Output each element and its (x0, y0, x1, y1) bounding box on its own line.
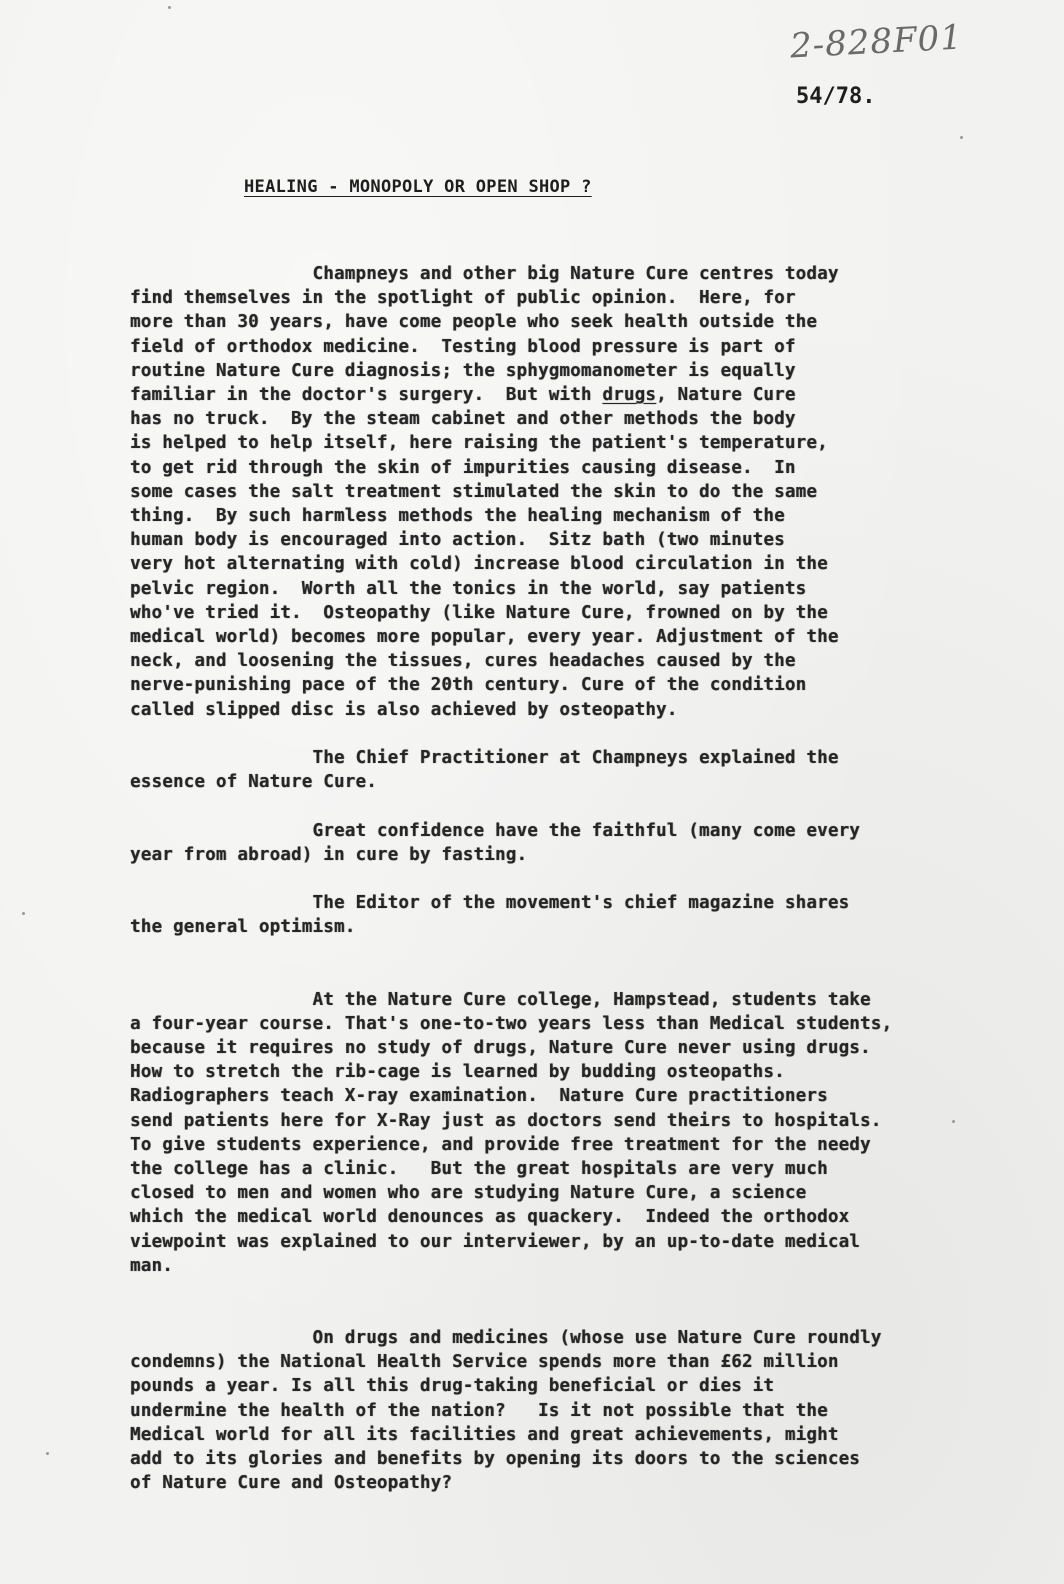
text-line: viewpoint was explained to our interviewer, by an up-to-date medical (130, 1231, 861, 1252)
text-line: field of orthodox medicine. Testing blood pressure is part of (130, 336, 796, 357)
text-line: is helped to help itself, here raising the patient's temperature, (130, 433, 828, 454)
text-line: The Editor of the movement's chief magazine shares (130, 893, 850, 914)
text-line: human body is encouraged into action. Sitz bath (two minutes (130, 530, 785, 551)
text-line: pelvic region. Worth all the tonics in the world, say patients (130, 578, 807, 599)
text-line: medical world) becomes more popular, every year. Adjustment of the (130, 627, 839, 648)
text-line: At the Nature Cure college, Hampstead, students take (130, 989, 871, 1010)
text-line: familiar in the doctor's surgery. But with drugs, Nature Cure (130, 385, 796, 406)
text-line: On drugs and medicines (whose use Nature Cure roundly (130, 1328, 882, 1349)
text-line: to get rid through the skin of impurities causing disease. In (130, 457, 796, 478)
text-line: routine Nature Cure diagnosis; the sphygmomanometer is equally (130, 360, 796, 381)
text-line: send patients here for X-Ray just as doctors send theirs to hospitals. (130, 1110, 882, 1131)
body-paragraph (130, 988, 1010, 1278)
body-paragraph (130, 1326, 1010, 1495)
text-line: because it requires no study of drugs, Nature Cure never using drugs. (130, 1038, 871, 1059)
underlined-word: drugs (602, 385, 657, 406)
text-line: called slipped disc is also achieved by osteopathy. (130, 699, 678, 720)
text-line: add to its glories and benefits by opening its doors to the sciences (130, 1449, 861, 1470)
text-line: Medical world for all its facilities and great achievements, might (130, 1424, 839, 1445)
text-line: essence of Nature Cure. (130, 772, 377, 793)
handwritten-reference: 2-828F01 (789, 17, 964, 67)
text-line: neck, and loosening the tissues, cures headaches caused by the (130, 651, 796, 672)
text-line: nerve-punishing pace of the 20th century. Cure of the condition (130, 675, 807, 696)
text-line: of Nature Cure and Osteopathy? (130, 1473, 453, 1494)
document-body (130, 262, 1010, 1496)
paper-speck (960, 136, 963, 139)
text-line: very hot alternating with cold) increase blood circulation in the (130, 554, 828, 575)
body-paragraph (130, 819, 1010, 867)
text-line: year from abroad) in cure by fasting. (130, 844, 528, 865)
paper-speck (22, 912, 25, 915)
body-paragraph (130, 746, 1010, 794)
text-line: To give students experience, and provide free treatment for the needy (130, 1134, 871, 1155)
text-line: some cases the salt treatment stimulated the skin to do the same (130, 481, 818, 502)
text-line: pounds a year. Is all this drug-taking beneficial or dies it (130, 1376, 775, 1397)
paper-speck (952, 1120, 955, 1123)
text-line: Champneys and other big Nature Cure centres today (130, 264, 839, 284)
text-line: Radiographers teach X-ray examination. Nature Cure practitioners (130, 1086, 828, 1107)
text-line: The Chief Practitioner at Champneys explained the (130, 748, 839, 769)
text-line: who've tried it. Osteopathy (like Nature Cure, frowned on by the (130, 602, 828, 623)
paper-speck (46, 1452, 49, 1455)
text-line: has no truck. By the steam cabinet and other methods the body (130, 409, 796, 430)
text-line: which the medical world denounces as quackery. Indeed the orthodox (130, 1207, 850, 1228)
text-line: Great confidence have the faithful (many come every (130, 820, 861, 841)
document-number: 54/78. (796, 84, 876, 109)
text-line: the college has a clinic. But the great hospitals are very much (130, 1159, 828, 1180)
text-line: thing. By such harmless methods the healing mechanism of the (130, 506, 785, 527)
text-line: more than 30 years, have come people who seek health outside the (130, 312, 818, 333)
text-line: closed to men and women who are studying Nature Cure, a science (130, 1183, 807, 1204)
text-line: the general optimism. (130, 917, 356, 938)
body-paragraph (130, 891, 1010, 939)
text-line: How to stretch the rib-cage is learned by budding osteopaths. (130, 1062, 785, 1083)
body-paragraph (130, 262, 1010, 722)
text-line: condemns) the National Health Service spends more than £62 million (130, 1352, 839, 1373)
text-line: man. (130, 1255, 173, 1276)
text-line: undermine the health of the nation? Is it not possible that the (130, 1400, 828, 1421)
text-line: find themselves in the spotlight of public opinion. Here, for (130, 288, 796, 309)
text-line: a four-year course. That's one-to-two years less than Medical students, (130, 1013, 893, 1034)
paper-speck (168, 6, 171, 9)
document-title: HEALING - MONOPOLY OR OPEN SHOP ? (244, 177, 592, 197)
